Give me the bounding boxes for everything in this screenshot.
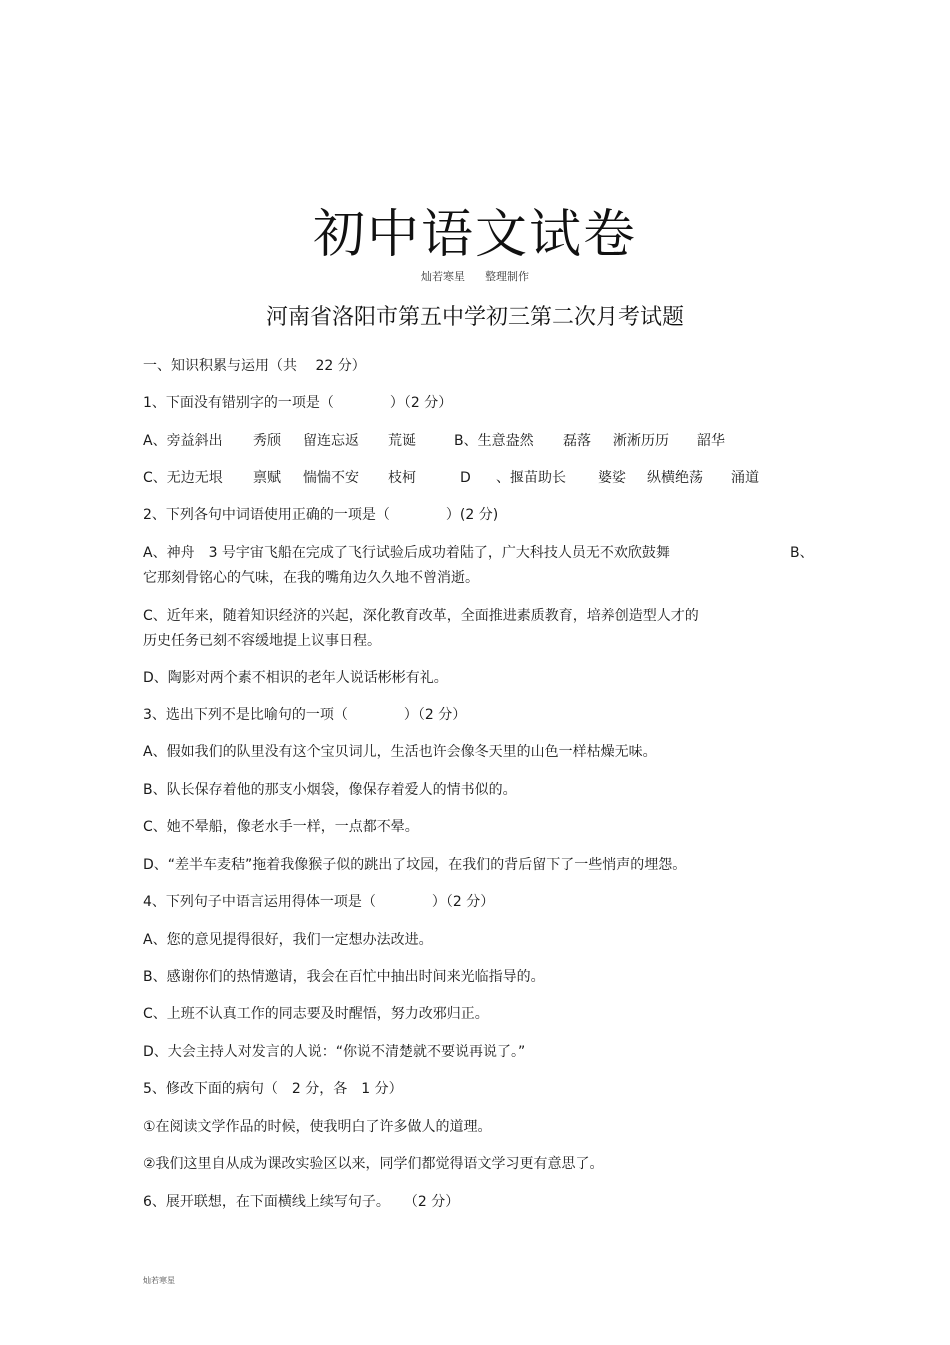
question-4-stem: 4、下列句子中语言运用得体一项是（ ）（2 分） — [143, 894, 495, 910]
section-heading: 一、知识积累与运用（共 22 分） — [143, 358, 366, 374]
q2-option-c: C、近年来，随着知识经济的兴起，深化教育改革，全面推进素质教育，培养创造型人才的 — [143, 608, 699, 624]
q1-option-d-label: D — [460, 470, 471, 486]
page-title: 初中语文试卷 — [312, 205, 637, 265]
made-by-label: 整理制作 — [485, 270, 529, 283]
q3-option-b: B、队长保存着他的那支小烟袋，像保存着爱人的情书似的。 — [143, 782, 517, 798]
q3-option-d: D、“差半车麦秸”拖着我像猴子似的跳出了坟园，在我们的背后留下了一些悄声的埋怨。 — [143, 857, 687, 873]
q5-item-2: ②我们这里自从成为课改实验区以来，同学们都觉得语文学习更有意思了。 — [143, 1156, 604, 1172]
q2-option-a: A、神舟 3 号宇宙飞船在完成了飞行试验后成功着陆了，广大科技人员无不欢欣鼓舞 — [143, 545, 670, 561]
q1-option-d-word: 、揠苗助长 — [496, 470, 566, 486]
q2-option-c-continued: 历史任务已刻不容缓地提上议事日程。 — [143, 633, 381, 649]
q2-option-d: D、陶影对两个素不相识的老年人说话彬彬有礼。 — [143, 670, 448, 686]
q1-option-c-label: C、无边无垠 — [143, 470, 223, 486]
q1-option-c-word: 禀赋 — [253, 470, 281, 486]
q1-option-c-word: 枝柯 — [388, 470, 416, 486]
q1-option-a-word: 荒诞 — [388, 433, 416, 449]
q3-option-c: C、她不晕船，像老水手一样，一点都不晕。 — [143, 819, 419, 835]
question-5-stem: 5、修改下面的病句（ 2 分，各 1 分） — [143, 1081, 403, 1097]
author-name: 灿若寒星 — [421, 270, 465, 283]
q1-option-b-word: 淅淅历历 — [613, 433, 669, 449]
q4-option-d: D、大会主持人对发言的人说：“你说不清楚就不要说再说了。” — [143, 1044, 526, 1060]
q2-option-b-text: 它那刻骨铭心的气味，在我的嘴角边久久地不曾消逝。 — [143, 570, 479, 586]
q1-option-d-word: 婆娑 — [598, 470, 626, 486]
q1-option-b-word: 韶华 — [697, 433, 725, 449]
question-6-stem: 6、展开联想，在下面横线上续写句子。 （2 分） — [143, 1194, 460, 1210]
byline — [0, 268, 950, 286]
q3-option-a: A、假如我们的队里没有这个宝贝词儿，生活也许会像冬天里的山色一样枯燥无味。 — [143, 744, 657, 760]
q1-option-a-label: A、旁益斜出 — [143, 433, 223, 449]
q5-item-1: ①在阅读文学作品的时候，使我明白了许多做人的道理。 — [143, 1119, 492, 1135]
q1-option-b-label: B、生意盎然 — [454, 433, 534, 449]
q1-option-a-word: 留连忘返 — [303, 433, 359, 449]
q2-option-b-label: B、 — [790, 545, 814, 561]
footer-watermark: 灿若寒星 — [143, 1276, 175, 1285]
q4-option-a: A、您的意见提得很好，我们一定想办法改进。 — [143, 932, 433, 948]
q1-option-d-word: 涌道 — [731, 470, 759, 486]
question-1-stem: 1、下面没有错别字的一项是（ ）（2 分） — [143, 395, 453, 411]
q1-option-b-word: 磊落 — [563, 433, 591, 449]
q1-option-d-word: 纵横绝荡 — [647, 470, 703, 486]
question-2-stem: 2、下列各句中词语使用正确的一项是（ ）(2 分) — [143, 507, 499, 523]
question-3-stem: 3、选出下列不是比喻句的一项（ ）（2 分） — [143, 707, 467, 723]
q1-option-a-word: 秀颀 — [253, 433, 281, 449]
q1-option-c-word: 惴惴不安 — [303, 470, 359, 486]
q4-option-c: C、上班不认真工作的同志要及时醒悟，努力改邪归正。 — [143, 1006, 489, 1022]
q4-option-b: B、感谢你们的热情邀请，我会在百忙中抽出时间来光临指导的。 — [143, 969, 545, 985]
exam-subtitle: 河南省洛阳市第五中学初三第二次月考试题 — [265, 305, 684, 330]
